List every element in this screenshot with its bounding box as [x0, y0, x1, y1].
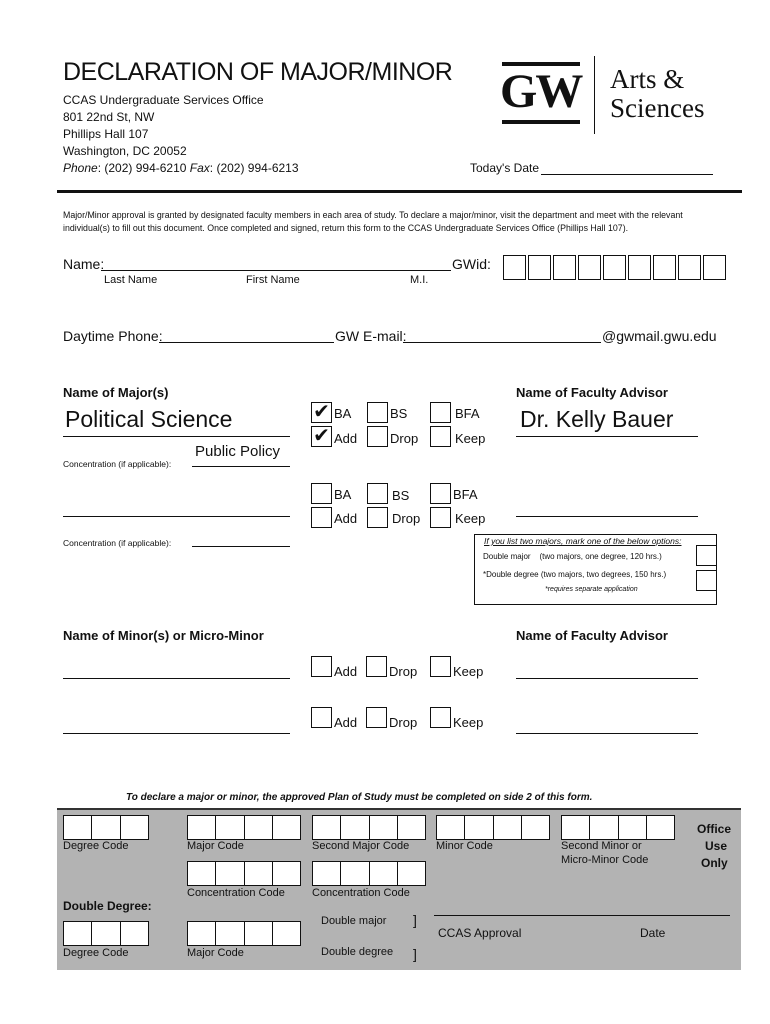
page-title: DECLARATION OF MAJOR/MINOR: [63, 58, 453, 86]
header-rule: [57, 190, 742, 193]
double-degree-checkbox[interactable]: [696, 570, 717, 591]
logo-divider: [594, 56, 595, 134]
gwid-digit-box[interactable]: [653, 255, 676, 280]
email-domain: @gwmail.gwu.edu: [602, 328, 717, 344]
separate-application-note: *requires separate application: [545, 586, 638, 593]
ccas-approval-signature-line[interactable]: [434, 915, 730, 916]
approval-date-label: Date: [640, 926, 666, 940]
major-code2-label: Major Code: [187, 947, 244, 959]
office-use-line1: Office: [697, 822, 732, 836]
concentration2-label: Concentration (if applicable):: [63, 538, 172, 548]
phone-label: Daytime Phone:: [63, 328, 163, 344]
major1-drop-label: Drop: [390, 431, 419, 446]
concentration-code2-label: Concentration Code: [312, 887, 410, 899]
office-city: Washington, DC 20052: [63, 144, 187, 158]
gwid-digit-box[interactable]: [528, 255, 551, 280]
double-degree-code-label: Double degree: [321, 946, 394, 958]
major1-keep-label: Keep: [455, 431, 486, 446]
office-use-line3: Only: [701, 856, 728, 870]
minor1-add-label: Add: [334, 664, 358, 679]
double-major-checkbox[interactable]: [696, 545, 717, 566]
concentration-code-boxes[interactable]: [187, 861, 301, 886]
phone-label: Phone: [63, 161, 98, 175]
phone-value: : (202) 994-6210: [97, 161, 190, 175]
fax-value: : (202) 994-6213: [209, 161, 299, 175]
major2-ba-checkbox[interactable]: [311, 483, 332, 504]
degree-code2-boxes[interactable]: [63, 921, 149, 946]
minor2-field[interactable]: [63, 733, 290, 734]
major2-drop-checkbox[interactable]: [367, 507, 388, 528]
advisor1-line: [516, 436, 698, 437]
major1-ba-label: BA: [334, 406, 352, 421]
logo-gw-text: GW: [500, 65, 582, 118]
degree-code2-label: Degree Code: [63, 947, 129, 959]
major1-bfa-label: BFA: [455, 406, 480, 421]
minor-advisor-heading: Name of Faculty Advisor: [516, 628, 668, 643]
gwid-digit-box[interactable]: [603, 255, 626, 280]
second-minor-code-boxes[interactable]: [561, 815, 675, 840]
minor2-add-label: Add: [334, 715, 358, 730]
concentration1-label: Concentration (if applicable):: [63, 459, 172, 469]
major1-drop-checkbox[interactable]: [367, 426, 388, 447]
logo-arts: Arts &: [610, 64, 685, 94]
second-minor-label-1: Second Minor or: [561, 840, 642, 852]
major1-add-label: Add: [334, 431, 358, 446]
logo-sciences: Sciences: [610, 93, 705, 123]
minor1-add-checkbox[interactable]: [311, 656, 332, 677]
minors-heading: Name of Minor(s) or Micro-Minor: [63, 628, 264, 643]
minor2-keep-label: Keep: [453, 715, 484, 730]
double-degree-bracket: ]: [413, 946, 417, 962]
major1-line: [63, 436, 290, 437]
major1-bs-checkbox[interactable]: [367, 402, 388, 423]
office-name: CCAS Undergraduate Services Office: [63, 93, 264, 107]
minor2-add-checkbox[interactable]: [311, 707, 332, 728]
second-major-code-boxes[interactable]: [312, 815, 426, 840]
gw-logo: [502, 62, 580, 124]
major1-bfa-checkbox[interactable]: [430, 402, 451, 423]
todays-date-label: Today's Date: [470, 161, 539, 175]
phone-field[interactable]: [159, 342, 334, 343]
first-name-hint: First Name: [246, 274, 300, 286]
major2-bfa-checkbox[interactable]: [430, 483, 451, 504]
minor2-drop-label: Drop: [389, 715, 418, 730]
major1-value[interactable]: Political Science: [65, 406, 233, 432]
major2-keep-checkbox[interactable]: [430, 507, 451, 528]
minor-advisor1-field[interactable]: [516, 678, 698, 679]
major2-field[interactable]: [63, 516, 290, 517]
minor1-keep-checkbox[interactable]: [430, 656, 451, 677]
gwid-digit-box[interactable]: [578, 255, 601, 280]
major2-keep-label: Keep: [455, 511, 486, 526]
major2-bs-label: BS: [392, 488, 410, 503]
office-use-line2: Use: [705, 839, 728, 853]
major-code2-boxes[interactable]: [187, 921, 301, 946]
gwid-digit-box[interactable]: [703, 255, 726, 280]
concentration-code-label: Concentration Code: [187, 887, 285, 899]
double-major-option: Double major (two majors, one degree, 120 hrs.): [483, 552, 662, 561]
intro-text: Major/Minor approval is granted by designated faculty members in each area of study. To declare a major/minor, visit the department and meet with the relevant individual(s) to fill out this document. Once completed and signed, return this form to the CCAS Undergraduate Services Office (Phillips Hall 107).: [63, 210, 683, 233]
concentration-code2-boxes[interactable]: [312, 861, 426, 886]
two-majors-heading: If you list two majors, mark one of the below options:: [484, 536, 682, 546]
majors-heading: Name of Major(s): [63, 385, 169, 400]
ccas-approval-label: CCAS Approval: [438, 926, 522, 940]
major1-ba-checkbox[interactable]: ✔: [311, 402, 332, 423]
mi-hint: M.I.: [410, 274, 429, 286]
minor-code-boxes[interactable]: [436, 815, 550, 840]
major2-bs-checkbox[interactable]: [367, 483, 388, 504]
todays-date-field[interactable]: [541, 174, 713, 175]
office-building: Phillips Hall 107: [63, 127, 149, 141]
gwid-digit-box[interactable]: [553, 255, 576, 280]
double-degree-option: *Double degree (two majors, two degrees, 150 hrs.): [483, 570, 667, 579]
office-contact: [63, 161, 299, 175]
fax-label: Fax: [189, 161, 210, 175]
double-degree-label: Double Degree:: [63, 899, 152, 913]
major-code-label: Major Code: [187, 840, 244, 852]
major2-ba-label: BA: [334, 487, 352, 502]
gwid-digit-box[interactable]: [678, 255, 701, 280]
major-code-boxes[interactable]: [187, 815, 301, 840]
advisor1-value[interactable]: Dr. Kelly Bauer: [520, 406, 674, 432]
major1-add-checkbox[interactable]: ✔: [311, 426, 332, 447]
major1-bs-label: BS: [390, 406, 408, 421]
minor2-keep-checkbox[interactable]: [430, 707, 451, 728]
minor2-drop-checkbox[interactable]: [366, 707, 387, 728]
concentration2-field[interactable]: [192, 546, 290, 547]
second-major-code-label: Second Major Code: [312, 840, 410, 852]
double-major-bracket: ]: [413, 912, 417, 928]
email-label: GW E-mail:: [335, 328, 407, 344]
major1-keep-checkbox[interactable]: [430, 426, 451, 447]
major2-add-label: Add: [334, 511, 358, 526]
name-field[interactable]: [101, 270, 451, 271]
second-minor-label-2: Micro-Minor Code: [561, 854, 649, 866]
concentration1-line: [192, 466, 290, 467]
degree-code-boxes[interactable]: [63, 815, 149, 840]
gwid-digit-box[interactable]: [628, 255, 651, 280]
last-name-hint: Last Name: [104, 274, 158, 286]
name-label: Name:: [63, 256, 105, 272]
minor-code-label: Minor Code: [436, 840, 493, 852]
double-major-code-label: Double major: [321, 915, 387, 927]
gwid-digit-box[interactable]: [503, 255, 526, 280]
advisor2-field[interactable]: [516, 516, 698, 517]
plan-of-study-note: To declare a major or minor, the approved Plan of Study must be completed on side 2 of this form.: [126, 792, 593, 803]
major2-add-checkbox[interactable]: [311, 507, 332, 528]
minor1-keep-label: Keep: [453, 664, 484, 679]
office-street: 801 22nd St, NW: [63, 110, 155, 124]
gwid-label: GWid:: [452, 256, 491, 272]
concentration1-value[interactable]: Public Policy: [195, 443, 281, 460]
major2-bfa-label: BFA: [453, 487, 478, 502]
minor-advisor2-field[interactable]: [516, 733, 698, 734]
minor1-drop-label: Drop: [389, 664, 418, 679]
email-field[interactable]: [403, 342, 601, 343]
major-advisor-heading: Name of Faculty Advisor: [516, 385, 668, 400]
minor1-field[interactable]: [63, 678, 290, 679]
major2-drop-label: Drop: [392, 511, 421, 526]
minor1-drop-checkbox[interactable]: [366, 656, 387, 677]
degree-code-label: Degree Code: [63, 840, 129, 852]
